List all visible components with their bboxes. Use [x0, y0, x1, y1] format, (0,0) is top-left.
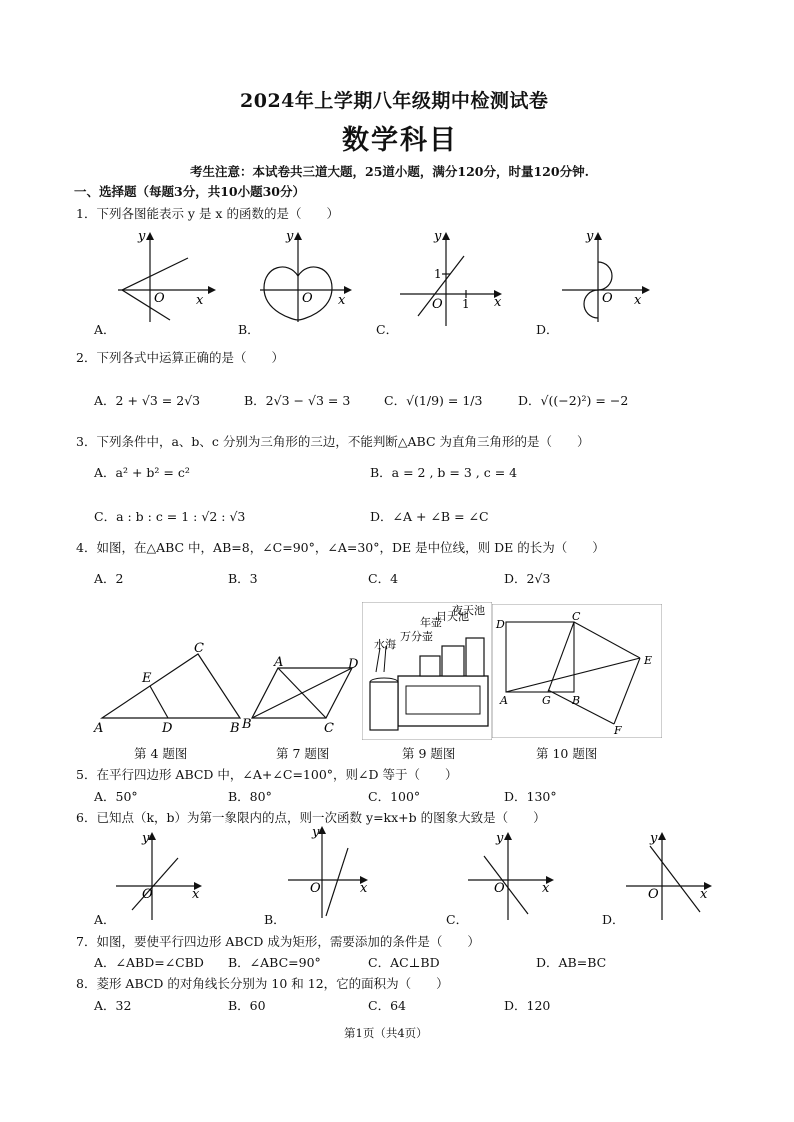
svg-text:水海: 水海 [374, 638, 396, 651]
svg-text:x: x [700, 887, 708, 902]
svg-text:O: O [432, 297, 443, 312]
q7-option-a[interactable]: A．∠ABD=∠CBD [94, 955, 204, 970]
page-footer: 第1页（共4页） [344, 1026, 428, 1040]
svg-text:D: D [348, 657, 359, 672]
svg-text:O: O [302, 291, 313, 306]
svg-text:万分壶: 万分壶 [400, 630, 433, 643]
q6-graph-a [110, 828, 210, 922]
q1-graph-d [556, 226, 656, 326]
svg-text:A: A [274, 655, 284, 670]
svg-text:日天池: 日天池 [436, 610, 469, 623]
q1-option-d[interactable]: D． [536, 322, 559, 337]
figure-9-water-clock [362, 602, 492, 740]
exam-notice: 考生注意：本试卷共三道大题，25道小题，满分120分，时量120分钟. [190, 164, 589, 179]
origin-label: O [154, 291, 165, 306]
q6-option-c[interactable]: C． [446, 912, 469, 927]
q1-option-b[interactable]: B． [238, 322, 260, 337]
q5-option-b[interactable]: B．80° [228, 789, 272, 804]
question-4-stem: 4．如图，在△ABC 中，AB=8，∠C=90°，∠A=30°，DE 是中位线，则 DE 的长为（ ） [76, 540, 605, 555]
svg-text:B: B [242, 717, 252, 732]
q3-option-a[interactable]: A．a² + b² = c² [94, 465, 190, 480]
svg-text:D: D [162, 721, 173, 736]
svg-text:C: C [194, 641, 204, 656]
svg-text:A: A [94, 721, 104, 736]
q4-option-c[interactable]: C．4 [368, 571, 399, 586]
svg-text:y: y [650, 831, 658, 846]
q4-option-b[interactable]: B．3 [228, 571, 258, 586]
question-6-stem: 6．已知点（k，b）为第一象限内的点，则一次函数 y=kx+b 的图象大致是（ ） [76, 810, 546, 825]
section-heading: 一、选择题（每题3分，共10小题30分） [74, 184, 305, 199]
q2-option-a[interactable]: A．2 + √3 = 2√3 [94, 393, 201, 408]
svg-text:y: y [586, 229, 594, 244]
svg-text:B: B [230, 721, 240, 736]
svg-text:1: 1 [462, 297, 470, 311]
svg-text:y: y [434, 229, 442, 244]
exam-subject: 数学科目 [342, 125, 458, 156]
svg-text:y: y [142, 831, 150, 846]
q2-option-c[interactable]: C．√(1/9) = 1/3 [384, 393, 483, 408]
svg-text:A: A [500, 694, 508, 707]
svg-text:x: x [360, 881, 368, 896]
q1-option-a[interactable]: A． [94, 322, 116, 337]
q8-option-b[interactable]: B．60 [228, 998, 266, 1013]
figure-4-caption: 第 4 题图 [134, 746, 188, 761]
figure-10-geometry [492, 604, 662, 738]
svg-text:1: 1 [434, 267, 442, 281]
axis-y-label: y [138, 229, 146, 244]
svg-text:x: x [192, 887, 200, 902]
q8-option-d[interactable]: D．120 [504, 998, 551, 1013]
svg-text:年壶: 年壶 [420, 616, 442, 629]
svg-text:O: O [602, 291, 613, 306]
q4-option-a[interactable]: A．2 [94, 571, 124, 586]
q3-option-b[interactable]: B．a = 2 , b = 3 , c = 4 [370, 465, 518, 480]
q3-option-c[interactable]: C．a : b : c = 1 : √2 : √3 [94, 509, 246, 524]
svg-text:C: C [324, 721, 334, 736]
q8-option-a[interactable]: A．32 [94, 998, 132, 1013]
question-3-stem: 3．下列条件中，a、b、c 分别为三角形的三边，不能判断△ABC 为直角三角形的是（ ） [76, 434, 590, 449]
svg-text:x: x [542, 881, 550, 896]
q5-option-a[interactable]: A．50° [94, 789, 138, 804]
q7-option-c[interactable]: C．AC⊥BD [368, 955, 440, 970]
q1-option-c[interactable]: C． [376, 322, 399, 337]
q6-graph-c [462, 828, 562, 922]
svg-text:x: x [494, 295, 502, 310]
svg-text:E: E [644, 654, 653, 667]
svg-text:F: F [614, 724, 622, 737]
svg-text:D: D [496, 618, 505, 631]
q8-option-c[interactable]: C．64 [368, 998, 406, 1013]
svg-text:G: G [542, 694, 551, 707]
question-8-stem: 8．菱形 ABCD 的对角线长分别为 10 和 12，它的面积为（ ） [76, 976, 449, 991]
q2-option-b[interactable]: B．2√3 − √3 = 3 [244, 393, 351, 408]
svg-text:O: O [494, 881, 505, 896]
svg-text:y: y [312, 825, 320, 840]
figure-4-triangle [90, 636, 250, 736]
question-7-stem: 7．如图，要使平行四边形 ABCD 成为矩形，需要添加的条件是（ ） [76, 934, 480, 949]
q7-option-b[interactable]: B．∠ABC=90° [228, 955, 321, 970]
figure-7-caption: 第 7 题图 [276, 746, 330, 761]
q6-option-d[interactable]: D． [602, 912, 625, 927]
question-2-stem: 2．下列各式中运算正确的是（ ） [76, 350, 284, 365]
q1-graph-b [254, 226, 364, 326]
question-5-stem: 5．在平行四边形 ABCD 中，∠A+∠C=100°，则∠D 等于（ ） [76, 767, 458, 782]
svg-text:x: x [634, 293, 642, 308]
svg-text:C: C [572, 610, 581, 623]
figure-10-caption: 第 10 题图 [536, 746, 598, 761]
q6-graph-d [620, 828, 720, 922]
q7-option-d[interactable]: D．AB=BC [536, 955, 607, 970]
q2-option-d[interactable]: D．√((−2)²) = −2 [518, 393, 629, 408]
svg-text:y: y [496, 831, 504, 846]
svg-text:O: O [648, 887, 659, 902]
q3-option-d[interactable]: D．∠A + ∠B = ∠C [370, 509, 489, 524]
figure-9-caption: 第 9 题图 [402, 746, 456, 761]
svg-text:O: O [310, 881, 321, 896]
svg-text:O: O [142, 887, 153, 902]
question-1-stem: 1．下列各图能表示 y 是 x 的函数的是（ ） [76, 206, 339, 221]
svg-text:夜天池: 夜天池 [452, 604, 485, 617]
figure-7-parallelogram [240, 652, 366, 736]
q6-option-a[interactable]: A． [94, 912, 116, 927]
q1-graph-a [112, 226, 222, 326]
axis-x-label: x [196, 293, 204, 308]
q6-graph-b [282, 822, 382, 920]
q6-option-b[interactable]: B． [264, 912, 286, 927]
q1-graph-c [394, 226, 512, 326]
svg-text:x: x [338, 293, 346, 308]
svg-text:E: E [142, 671, 152, 686]
q5-option-d[interactable]: D．130° [504, 789, 557, 804]
q4-option-d[interactable]: D．2√3 [504, 571, 551, 586]
exam-title: 2024年上学期八年级期中检测试卷 [240, 90, 549, 112]
svg-text:B: B [572, 694, 581, 707]
q5-option-c[interactable]: C．100° [368, 789, 421, 804]
svg-text:y: y [286, 229, 294, 244]
